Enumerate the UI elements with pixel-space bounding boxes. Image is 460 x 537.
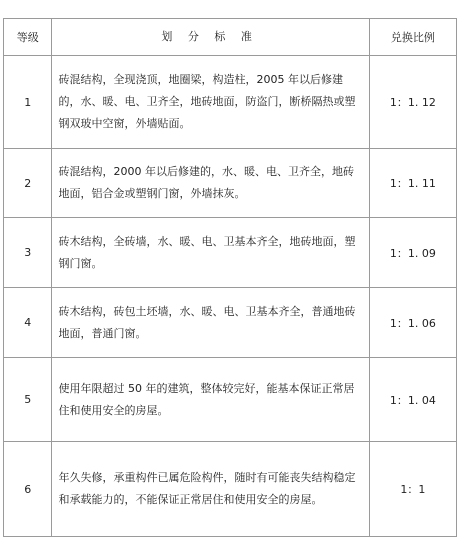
table-row [4,358,457,442]
criteria-cell: 砖混结构，2000 年以后修建的，水、暖、电、卫齐全，地砖地面，铝合金或塑钢门窗，外墙抹灰。 [52,149,369,218]
grade-table [3,18,457,537]
ratio-cell: 1：1. 04 [369,358,456,442]
criteria-cell: 年久失修，承重构件已属危险构件，随时有可能丧失结构稳定和承载能力的，不能保证正常居住和使用安全的房屋。 [52,442,369,537]
criteria-cell: 砖混结构，全现浇顶，地圈梁，构造柱，2005 年以后修建的，水、暖、电、卫齐全，地砖地面，防盗门，断桥隔热或塑钢双玻中空窗，外墙贴面。 [52,56,369,149]
table-row [4,56,457,149]
header-ratio: 兑换比例 [369,19,456,56]
grade-cell: 5 [4,358,52,442]
ratio-cell: 1：1. 09 [369,218,456,288]
table-row [4,218,457,288]
ratio-cell: 1：1 [369,442,456,537]
ratio-cell: 1：1. 12 [369,56,456,149]
grade-cell: 4 [4,288,52,358]
criteria-cell: 砖木结构，全砖墙，水、暖、电、卫基本齐全，地砖地面，塑钢门窗。 [52,218,369,288]
table-row [4,442,457,537]
header-row [4,19,457,56]
ratio-cell: 1：1. 11 [369,149,456,218]
table-row [4,288,457,358]
grade-cell: 2 [4,149,52,218]
criteria-cell: 使用年限超过 50 年的建筑，整体较完好，能基本保证正常居住和使用安全的房屋。 [52,358,369,442]
grade-cell: 1 [4,56,52,149]
header-criteria: 划 分 标 准 [52,19,369,56]
criteria-cell: 砖木结构，砖包土坯墙，水、暖、电、卫基本齐全，普通地砖地面，普通门窗。 [52,288,369,358]
grade-cell: 3 [4,218,52,288]
header-grade: 等级 [4,19,52,56]
grade-cell: 6 [4,442,52,537]
table-row [4,149,457,218]
ratio-cell: 1：1. 06 [369,288,456,358]
